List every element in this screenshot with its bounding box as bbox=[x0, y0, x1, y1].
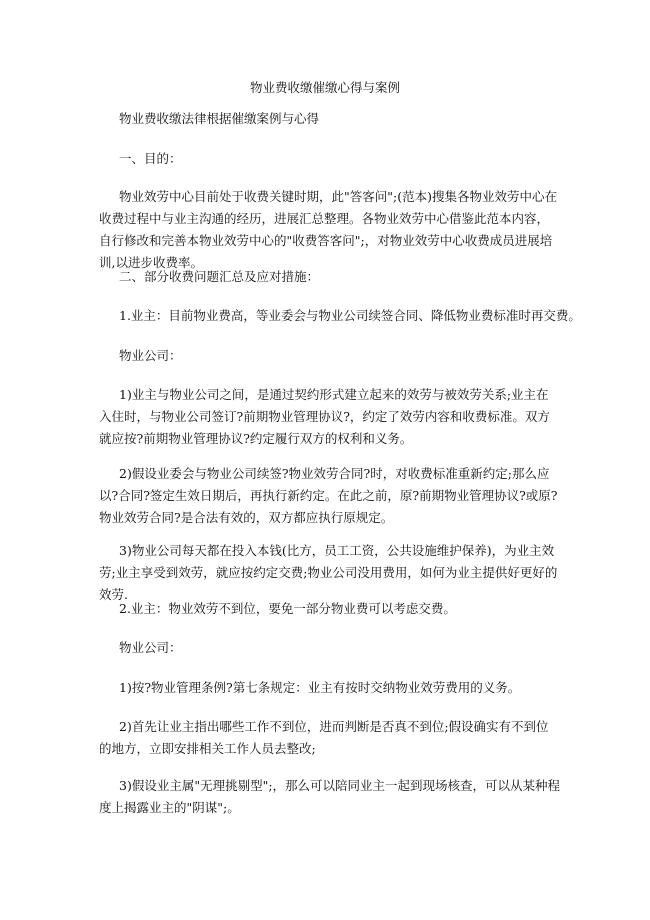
case1-owner-statement: 1.业主：目前物业费高，等业委会与物业公司续签合同、降低物业费标准时再交费。 bbox=[119, 308, 581, 323]
document-title: 物业费收缴催缴心得与案例 bbox=[249, 80, 400, 95]
case1-answer-1: 1)业主与物业公司之间，是通过契约形式建立起来的效劳与被效劳关系;业主在入住时，与物业公司签订?前期物业管理协议?，约定了效劳内容和收费标准。双方就应按?前期物业管理协议?约定履行双方的权利和义务。 bbox=[99, 387, 550, 446]
case2-company-label: 物业公司： bbox=[119, 640, 182, 655]
case2-owner-statement: 2.业主：物业效劳不到位，要免一部分物业费可以考虑交费。 bbox=[119, 601, 456, 616]
case2-answer-3: 3)假设业主属"无理挑剔型";，那么可以陪同业主一起到现场核查，可以从某种程度上揭露业主的"阴谋";。 bbox=[99, 778, 561, 815]
section1-heading: 一、目的： bbox=[119, 151, 182, 166]
case1-company-label: 物业公司： bbox=[119, 348, 182, 363]
document-subtitle: 物业费收缴法律根据催缴案例与心得 bbox=[119, 111, 320, 126]
case1-answer-3: 3)物业公司每天都在投入本钱(比方，员工工资，公共设施维护保养)，为业主效劳;业主享受到效劳，就应按约定交费;物业公司没用费用，如何为业主提供好更好的效劳. bbox=[99, 543, 558, 602]
section1-body: 物业效劳中心目前处于收费关键时期，此"答客问";(范本)搜集各物业效劳中心在收费过程中与业主沟通的经历，进展汇总整理。各物业效劳中心借鉴此范本内容，自行修改和完善本物业效劳中心的"收费答客问";，对物业效劳中心收费成员进展培训,以进步收费率。 bbox=[99, 189, 557, 270]
section2-heading: 二、部分收费问题汇总及应对措施： bbox=[119, 269, 320, 284]
case1-answer-2: 2)假设业委会与物业公司续签?物业效劳合同?时，对收费标准重新约定;那么应以?合同?签定生效日期后，再执行新约定。在此之前，原?前期物业管理协议?或原?物业效劳合同?是合法有效的，双方都应执行原规定。 bbox=[99, 466, 558, 525]
case2-answer-2: 2)首先让业主指出哪些工作不到位，进而判断是否真不到位;假设确实有不到位的地方，立即安排相关工作人员去整改; bbox=[99, 719, 549, 756]
case2-answer-1: 1)按?物业管理条例?第七条规定：业主有按时交纳物业效劳费用的义务。 bbox=[119, 680, 521, 695]
